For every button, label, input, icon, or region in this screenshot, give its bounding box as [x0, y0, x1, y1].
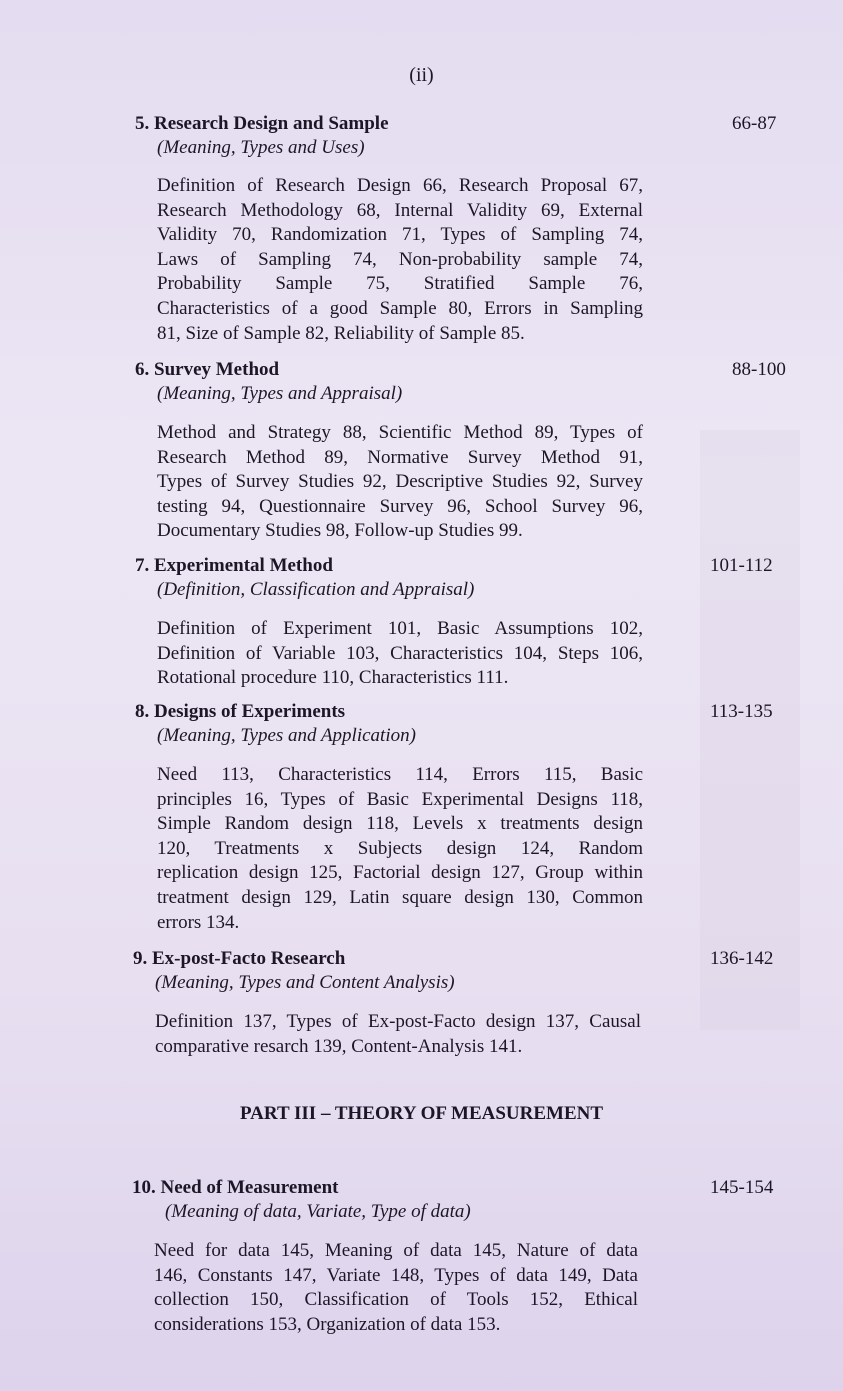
chapter-subtitle: (Definition, Classification and Appraisal) — [157, 579, 475, 600]
chapter-pages: 113-135 — [710, 701, 773, 722]
chapter-title: 8. Designs of Experiments — [135, 701, 346, 722]
chapter-contents — [154, 1239, 638, 1337]
contents-line: replication design 125, Factorial design 127, Group within — [157, 862, 643, 884]
chapter-pages: 101-112 — [710, 555, 773, 576]
chapter-pages: 88-100 — [732, 359, 786, 380]
contents-line: Definition of Variable 103, Characteristics 104, Steps 106, — [157, 642, 643, 664]
contents-line: testing 94, Questionnaire Survey 96, School Survey 96, — [157, 495, 643, 517]
contents-line: Need 113, Characteristics 114, Errors 115, Basic — [157, 764, 643, 785]
chapter-contents — [155, 1010, 641, 1059]
contents-line: Documentary Studies 98, Follow-up Studies 99. — [157, 520, 523, 542]
chapter-title: 6. Survey Method — [135, 359, 280, 380]
contents-line: Definition 137, Types of Ex-post-Facto design 137, Causal — [155, 1011, 641, 1032]
chapter-title: 9. Ex-post-Facto Research — [133, 948, 346, 969]
chapter-subtitle: (Meaning of data, Variate, Type of data) — [165, 1201, 471, 1222]
chapter-subtitle: (Meaning, Types and Uses) — [157, 137, 365, 158]
contents-line: Need for data 145, Meaning of data 145, Nature of data — [154, 1240, 638, 1261]
chapter-contents — [157, 421, 643, 544]
contents-line: Characteristics of a good Sample 80, Errors in Sampling — [157, 297, 643, 319]
contents-line: 120, Treatments x Subjects design 124, Random — [157, 837, 643, 859]
contents-line: Rotational procedure 110, Characteristics 111. — [157, 667, 509, 689]
chapter-contents — [157, 763, 643, 935]
contents-line: Definition of Research Design 66, Research Proposal 67, — [157, 175, 643, 196]
chapter-title: 7. Experimental Method — [135, 555, 333, 576]
contents-line: considerations 153, Organization of data 153. — [154, 1313, 501, 1335]
contents-line: Validity 70, Randomization 71, Types of Sampling 74, — [157, 224, 643, 246]
contents-line: Research Methodology 68, Internal Validity 69, External — [157, 199, 643, 221]
chapter-contents — [157, 174, 643, 346]
contents-line: errors 134. — [157, 911, 240, 933]
contents-line: Method and Strategy 88, Scientific Method 89, Types of — [157, 422, 643, 443]
contents-line: Types of Survey Studies 92, Descriptive Studies 92, Survey — [157, 471, 643, 493]
chapter-subtitle: (Meaning, Types and Content Analysis) — [155, 972, 455, 993]
contents-line: Research Method 89, Normative Survey Method 91, — [157, 446, 643, 468]
contents-line: Laws of Sampling 74, Non-probability sample 74, — [157, 248, 643, 270]
show-through-shadow — [700, 430, 800, 1030]
chapter-title: 5. Research Design and Sample — [135, 113, 389, 134]
contents-line: Simple Random design 118, Levels x treatments design — [157, 813, 643, 835]
part-heading: PART III – THEORY OF MEASUREMENT — [239, 1103, 604, 1124]
contents-line: Probability Sample 75, Stratified Sample 76, — [157, 273, 643, 295]
contents-line: collection 150, Classification of Tools 152, Ethical — [154, 1289, 638, 1311]
chapter-pages: 145-154 — [710, 1177, 774, 1198]
contents-line: 146, Constants 147, Variate 148, Types of data 149, Data — [154, 1264, 638, 1286]
chapter-subtitle: (Meaning, Types and Application) — [157, 725, 416, 746]
chapter-subtitle: (Meaning, Types and Appraisal) — [157, 383, 403, 404]
chapter-pages: 66-87 — [732, 113, 777, 134]
contents-line: principles 16, Types of Basic Experimental Designs 118, — [157, 788, 643, 810]
chapter-pages: 136-142 — [710, 948, 774, 969]
page-number: (ii) — [409, 64, 434, 86]
chapter-title: 10. Need of Measurement — [132, 1177, 339, 1198]
contents-line: 81, Size of Sample 82, Reliability of Sample 85. — [157, 322, 525, 344]
chapter-contents — [157, 617, 643, 691]
contents-line: Definition of Experiment 101, Basic Assumptions 102, — [157, 618, 643, 639]
contents-line: comparative resarch 139, Content-Analysis 141. — [155, 1035, 523, 1057]
contents-line: treatment design 129, Latin square design 130, Common — [157, 886, 643, 908]
